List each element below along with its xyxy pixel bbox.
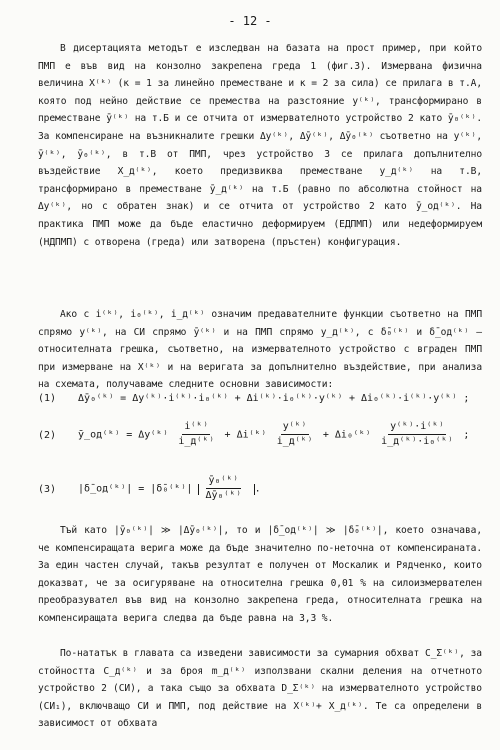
equation-2-term: + Δi⁽ᵏ⁾ bbox=[224, 429, 267, 441]
paragraph-range: По-нататък в главата са изведени зависимости за сумарния обхват C_Σ⁽ᵏ⁾, за стойността C_д⁽ᵏ⁾ и за броя m_д⁽ᵏ⁾ използвани скални деления на отчетното устройство 2 (СИ), а така също за обхвата D_Σ⁽ᵏ⁾ на измервателното устройство (СИ₁), включващо СИ и ПМП, под действие на X⁽ᵏ⁾+ X_д⁽ᵏ⁾. Те са определени в зависимост от обхвата bbox=[38, 648, 482, 730]
equation-3-lhs: |δ̄_од⁽ᵏ⁾| = |δ̄₀⁽ᵏ⁾| bbox=[78, 483, 193, 495]
page-number: - 12 - bbox=[228, 14, 272, 28]
fraction-denominator: i_д⁽ᵏ⁾·i₀⁽ᵏ⁾ bbox=[381, 436, 454, 447]
fraction-numerator: ȳ₀⁽ᵏ⁾ bbox=[206, 474, 240, 489]
equation-2-lhs: ȳ_од⁽ᵏ⁾ = Δy⁽ᵏ⁾ bbox=[78, 429, 169, 441]
equation-2-fraction-2 bbox=[275, 420, 315, 449]
equation-2 bbox=[38, 420, 469, 449]
fraction-numerator: y⁽ᵏ⁾ bbox=[281, 420, 309, 435]
equation-2-term: + Δi₀⁽ᵏ⁾ bbox=[322, 429, 372, 441]
fraction-numerator: y⁽ᵏ⁾·i⁽ᵏ⁾ bbox=[388, 420, 446, 435]
paragraph-compensation: Тъй като |ȳ₀⁽ᵏ⁾| ≫ |Δȳ₀⁽ᵏ⁾|, то и |δ̄_од⁽ᵏ⁾| ≫ |δ̄₀⁽ᵏ⁾|, което означава, че компенсиращата верига може да бъде значително по-неточна от компенсираната. За един частен случай, такъв резултат е получен от Москалик и Рядченко, които доказват, че за осигуряване на относителна грешка 0,01 % на силоизмервателен преобразувател във вид на конзолно закрепена греда, относителната грешка на компенсиращата верига следва да бъде равна на 3,3 %. bbox=[38, 525, 482, 624]
equation-2-number: (2) bbox=[38, 429, 57, 441]
paragraph-method: В дисертацията методът е изследван на базата на прост пример, при който ПМП е във вид на конзолно закрепена греда 1 (фиг.3). Измервана физична величина X⁽ᵏ⁾ (к = 1 за линейно преместване и к = 2 за сила) се прилага в т.А, която под нейно действие се премества на разстояние y⁽ᵏ⁾, трансформирано в преместване ȳ⁽ᵏ⁾ на т.Б и се отчита от измервателното устройство 2 като ȳ₀⁽ᵏ⁾. За компенсиране на възникналите грешки Δy⁽ᵏ⁾, Δȳ⁽ᵏ⁾, Δȳ₀⁽ᵏ⁾ съответно на y⁽ᵏ⁾, ȳ⁽ᵏ⁾, ȳ₀⁽ᵏ⁾, в т.В от ПМП, чрез устройство 3 се прилага допълнително въздействие X_д⁽ᵏ⁾, което предизвиква преместване y_д⁽ᵏ⁾ на т.В, трансформирано в преместване ȳ_д⁽ᵏ⁾ на т.Б (равно по абсолютна стойност на Δy⁽ᵏ⁾, но с обратен знак) и се отчита от устройство 2 като ȳ_од⁽ᵏ⁾. На практика ПМП може да бъде еластично деформируем (ЕДПМП) или недеформируем (НДПМП) с отворена (греда) или затворена (пръстен) конфигурация. bbox=[38, 43, 482, 248]
fraction-denominator: i_д⁽ᵏ⁾ bbox=[178, 436, 215, 447]
fraction-denominator: i_д⁽ᵏ⁾ bbox=[276, 436, 313, 447]
equation-3 bbox=[38, 474, 261, 503]
fraction-denominator: Δȳ₀⁽ᵏ⁾ bbox=[205, 490, 242, 501]
fraction-numerator: i⁽ᵏ⁾ bbox=[182, 420, 210, 435]
equation-1-body: Δȳ₀⁽ᵏ⁾ = Δy⁽ᵏ⁾·i⁽ᵏ⁾·i₀⁽ᵏ⁾ + Δi⁽ᵏ⁾·i₀⁽ᵏ⁾·y⁽ᵏ⁾ + Δi₀⁽ᵏ⁾·i⁽ᵏ⁾·y⁽ᵏ⁾ ; bbox=[78, 393, 470, 404]
paragraph-transfer-functions: Ако с i⁽ᵏ⁾, i₀⁽ᵏ⁾, i_д⁽ᵏ⁾ означим предавателните функции съответно на ПМП спрямо y⁽ᵏ⁾, на СИ спрямо ȳ⁽ᵏ⁾ и на ПМП спрямо y_д⁽ᵏ⁾, с δ̄₀⁽ᵏ⁾ и δ̄_од⁽ᵏ⁾ – относителната грешка, съответно, на измервателното устройство с вграден ПМП при измерване на X⁽ᵏ⁾ и на веригата за допълнително въздействие, при анализа на схемата, получаваме следните основни зависимости: bbox=[38, 309, 482, 391]
equation-3-abs bbox=[198, 475, 254, 501]
equation-1 bbox=[38, 392, 469, 406]
equation-2-fraction-3 bbox=[379, 420, 455, 449]
equation-2-fraction-1 bbox=[176, 420, 216, 449]
equation-2-end: ; bbox=[463, 429, 470, 441]
equation-3-fraction bbox=[203, 474, 243, 503]
equation-3-number: (3) bbox=[38, 483, 57, 495]
equation-1-number: (1) bbox=[38, 393, 57, 404]
equation-3-end: . bbox=[254, 483, 261, 495]
